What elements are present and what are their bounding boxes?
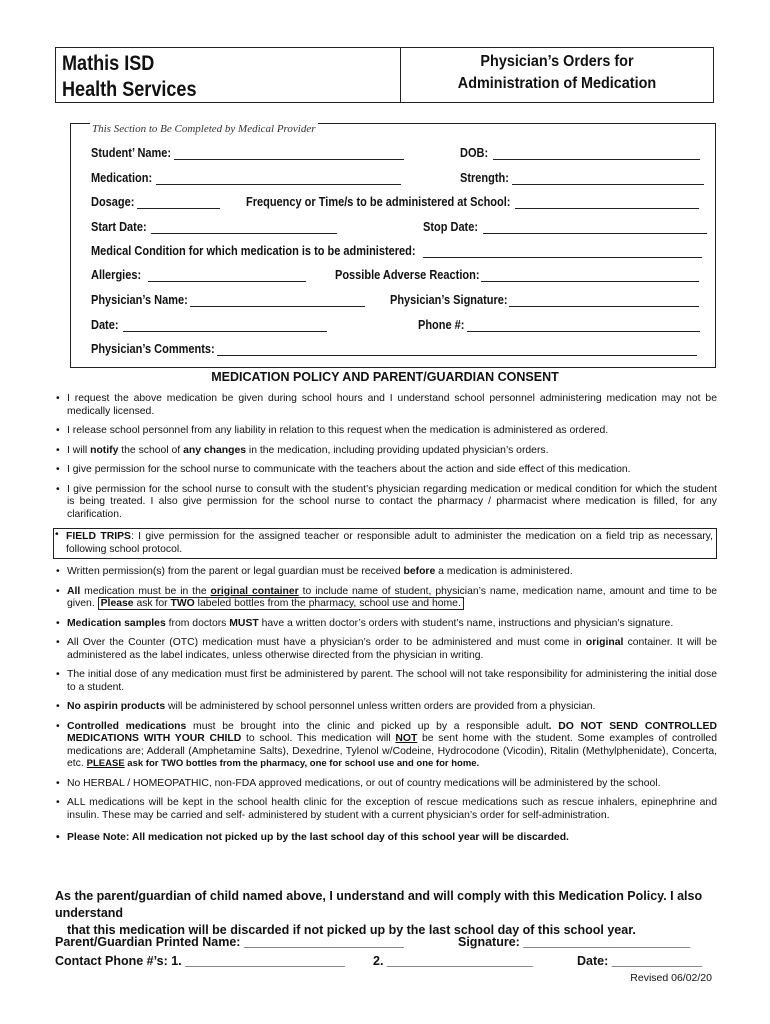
policy-emphasis: All xyxy=(67,585,81,597)
policy-emphasis: before xyxy=(403,566,436,577)
start-date-input[interactable] xyxy=(151,221,337,234)
list-item xyxy=(55,393,717,418)
policy-text: the school of xyxy=(118,444,184,456)
adverse-reaction-field xyxy=(335,268,699,282)
consent-statement xyxy=(55,888,720,939)
policy-title: MEDICATION POLICY AND PARENT/GUARDIAN CONSENT xyxy=(211,370,559,384)
policy-text: : I give permission for the assigned teacher or responsible adult to administer the medication on a field trip as necessary, following school protocol. xyxy=(66,531,713,555)
allergies-input[interactable] xyxy=(148,269,306,282)
phone-label: Phone #: xyxy=(418,318,465,332)
policy-emphasis: MUST xyxy=(229,617,259,629)
policy-text: in the medication, including providing updated physician’s orders. xyxy=(246,444,549,456)
medical-condition-label: Medical Condition for which medication is to be administered: xyxy=(91,244,416,258)
policy-emphasis: original xyxy=(585,637,624,648)
policy-text: have a written doctor’s orders with student’s name, instructions and physician’s signature. xyxy=(258,617,674,629)
start-date-label: Start Date: xyxy=(91,220,147,234)
student-name-field xyxy=(91,146,404,160)
dosage-field xyxy=(91,195,220,209)
policy-emphasis: Controlled medications xyxy=(67,720,187,732)
student-name-input[interactable] xyxy=(174,147,404,160)
stop-date-label: Stop Date: xyxy=(423,220,478,234)
contact-phone-2-field[interactable]: 2. _____________________ xyxy=(373,954,533,968)
policy-emphasis: NOT xyxy=(395,733,418,744)
policy-text: container. It will be administered as the label indicates, unless otherwise directed from the physician in writing. xyxy=(67,637,717,661)
policy-text: to school. This medication will xyxy=(241,733,396,744)
list-item xyxy=(55,464,717,477)
date-field xyxy=(91,318,327,332)
statement-line-1: As the parent/guardian of child named above, I understand and will comply with this Medication Policy. I also understand xyxy=(55,889,703,920)
physician-name-field xyxy=(91,293,365,307)
list-item xyxy=(55,637,717,662)
physician-signature-input[interactable] xyxy=(509,294,699,307)
medication-input[interactable] xyxy=(156,172,401,185)
org-line-2: Health Services xyxy=(62,78,197,101)
policy-list xyxy=(55,393,717,852)
adverse-reaction-label: Possible Adverse Reaction: xyxy=(335,268,480,282)
policy-emphasis: Medication samples xyxy=(67,617,166,629)
policy-emphasis: No aspirin products xyxy=(67,701,166,712)
comments-label: Physician’s Comments: xyxy=(91,342,215,356)
policy-text: a medication is administered. xyxy=(435,566,573,577)
list-item xyxy=(55,484,717,522)
policy-emphasis: original container xyxy=(210,585,299,597)
parent-date-field[interactable]: Date: _____________ xyxy=(577,954,703,968)
list-item xyxy=(55,778,717,791)
policy-text: ask for xyxy=(133,598,171,609)
student-name-label: Student’ Name: xyxy=(91,146,172,160)
dob-label: DOB: xyxy=(460,146,489,160)
allergies-field xyxy=(91,268,306,282)
list-item xyxy=(55,721,717,771)
header-box xyxy=(55,47,714,103)
medical-condition-input[interactable] xyxy=(423,245,702,258)
policy-text: Written permission(s) from the parent or legal guardian must be received xyxy=(67,566,404,577)
stop-date-field xyxy=(423,220,707,234)
list-item xyxy=(55,669,717,694)
field-trips-label: FIELD TRIPS xyxy=(66,531,131,542)
printed-name-field[interactable]: Parent/Guardian Printed Name: _______________________ xyxy=(55,935,404,949)
strength-field xyxy=(460,171,704,185)
policy-text: I give permission for the school nurse to consult with the student’s physician regarding medication or medical condition for which the student is being treated. I also give permission for the school nurse to contact the pharmacy / pharmacist where medication is filled, for any clarification. xyxy=(67,483,717,520)
comments-input[interactable] xyxy=(217,343,697,356)
policy-text: labeled bottles from the pharmacy, school use and home. xyxy=(194,598,461,609)
physician-name-input[interactable] xyxy=(190,294,365,307)
list-item xyxy=(55,586,717,611)
date-label: Date: xyxy=(91,318,119,332)
policy-emphasis: PLEASE xyxy=(86,758,125,769)
list-item xyxy=(55,832,717,845)
list-item xyxy=(55,797,717,822)
policy-text: medication must be in the xyxy=(80,585,211,597)
policy-text: No HERBAL / HOMEOPATHIC, non-FDA approved medications, or out of country medications will be administered by the school. xyxy=(67,777,661,789)
title-line-1: Physician’s Orders for xyxy=(480,53,634,70)
policy-text: will be administered by school personnel unless written orders are provided from a physician. xyxy=(165,701,596,712)
frequency-label: Frequency or Time/s to be administered at School: xyxy=(246,195,511,209)
policy-emphasis: Please xyxy=(100,598,134,609)
list-item xyxy=(55,566,717,579)
statement-line-2: that this medication will be discarded if not picked up by the last school day of this school year. xyxy=(67,923,636,937)
policy-text: Please Note: All medication not picked up by the last school day of this school year will be discarded. xyxy=(67,832,569,843)
medication-label: Medication: xyxy=(91,171,153,185)
form-title xyxy=(401,48,713,102)
revision-date: Revised 06/02/20 xyxy=(630,972,712,984)
title-line-2: Administration of Medication xyxy=(457,75,657,92)
phone-input[interactable] xyxy=(467,319,700,332)
contact-phone-field[interactable]: Contact Phone #’s: 1. _______________________ xyxy=(55,954,346,968)
physician-name-label: Physician’s Name: xyxy=(91,293,188,307)
list-item xyxy=(55,701,717,714)
date-input[interactable] xyxy=(123,319,327,332)
adverse-reaction-input[interactable] xyxy=(481,269,699,282)
policy-text: All Over the Counter (OTC) medication must have a physician’s order to be administered and must come in xyxy=(67,637,586,648)
dob-field xyxy=(460,146,700,160)
org-line-1: Mathis ISD xyxy=(62,52,155,75)
policy-text: to include name of student, physician’s name, medication name, amount and time to be given. xyxy=(67,585,718,609)
dosage-input[interactable] xyxy=(137,196,220,209)
allergies-label: Allergies: xyxy=(91,268,142,282)
list-item xyxy=(55,618,717,631)
policy-text: be sent home with the student. Some examples of controlled medications are; Adderall (Amphetamine Salts), Dexedrine, Tylenol w/Codeine, Hydrocodone (Vicodin), Ritalin (Methylphenidate), Concerta, etc. xyxy=(67,733,717,769)
physician-signature-label: Physician’s Signature: xyxy=(390,293,508,307)
dosage-label: Dosage: xyxy=(91,195,135,209)
medication-field xyxy=(91,171,401,185)
medical-condition-field xyxy=(91,244,702,258)
policy-text: The initial dose of any medication must first be administered by parent. The school will not take responsibility for administering the initial dose to a student. xyxy=(67,669,717,693)
policy-text: I request the above medication be given during school hours and I understand school personnel administering medication may not be medically licensed. xyxy=(67,393,717,417)
policy-text: I give permission for the school nurse to communicate with the teachers about the action and side effect of this medication. xyxy=(67,464,631,475)
strength-input[interactable] xyxy=(512,172,704,185)
dob-input[interactable] xyxy=(493,147,700,160)
policy-emphasis: ask for TWO bottles from the pharmacy, one for school use and one for home. xyxy=(124,758,480,769)
policy-emphasis: TWO xyxy=(170,598,195,609)
phone-field xyxy=(418,318,700,332)
frequency-input[interactable] xyxy=(515,196,699,209)
list-item xyxy=(55,445,717,458)
organization-name xyxy=(56,48,401,102)
frequency-field xyxy=(246,195,699,209)
field-trips-item xyxy=(53,528,717,559)
policy-emphasis: notify xyxy=(90,444,119,456)
start-date-field xyxy=(91,220,337,234)
policy-emphasis: . DO NOT SEND CONTROLLED MEDICATIONS WITH YOUR CHILD xyxy=(67,720,717,744)
policy-emphasis: any changes xyxy=(183,444,247,456)
list-item xyxy=(55,425,717,438)
comments-field xyxy=(91,342,697,356)
stop-date-input[interactable] xyxy=(483,221,707,234)
policy-text: ALL medications will be kept in the school health clinic for the exception of rescue medications such as rescue inhalers, epinephrine and insulin. These may be carried and self- administered by student with a current physician’s order for self-administration. xyxy=(67,797,717,821)
policy-text: I release school personnel from any liability in relation to this request when the medication is administered as ordered. xyxy=(67,425,609,436)
policy-text: must be brought into the clinic and picked up by a responsible adult xyxy=(186,720,549,732)
strength-label: Strength: xyxy=(460,171,509,185)
provider-caption: This Section to Be Completed by Medical Provider xyxy=(92,123,316,135)
policy-text: I will xyxy=(67,444,91,456)
pharmacy-bottles-box xyxy=(98,597,464,610)
physician-signature-field xyxy=(390,293,699,307)
signature-field[interactable]: Signature: ________________________ xyxy=(458,935,691,949)
policy-text: from doctors xyxy=(165,617,230,629)
